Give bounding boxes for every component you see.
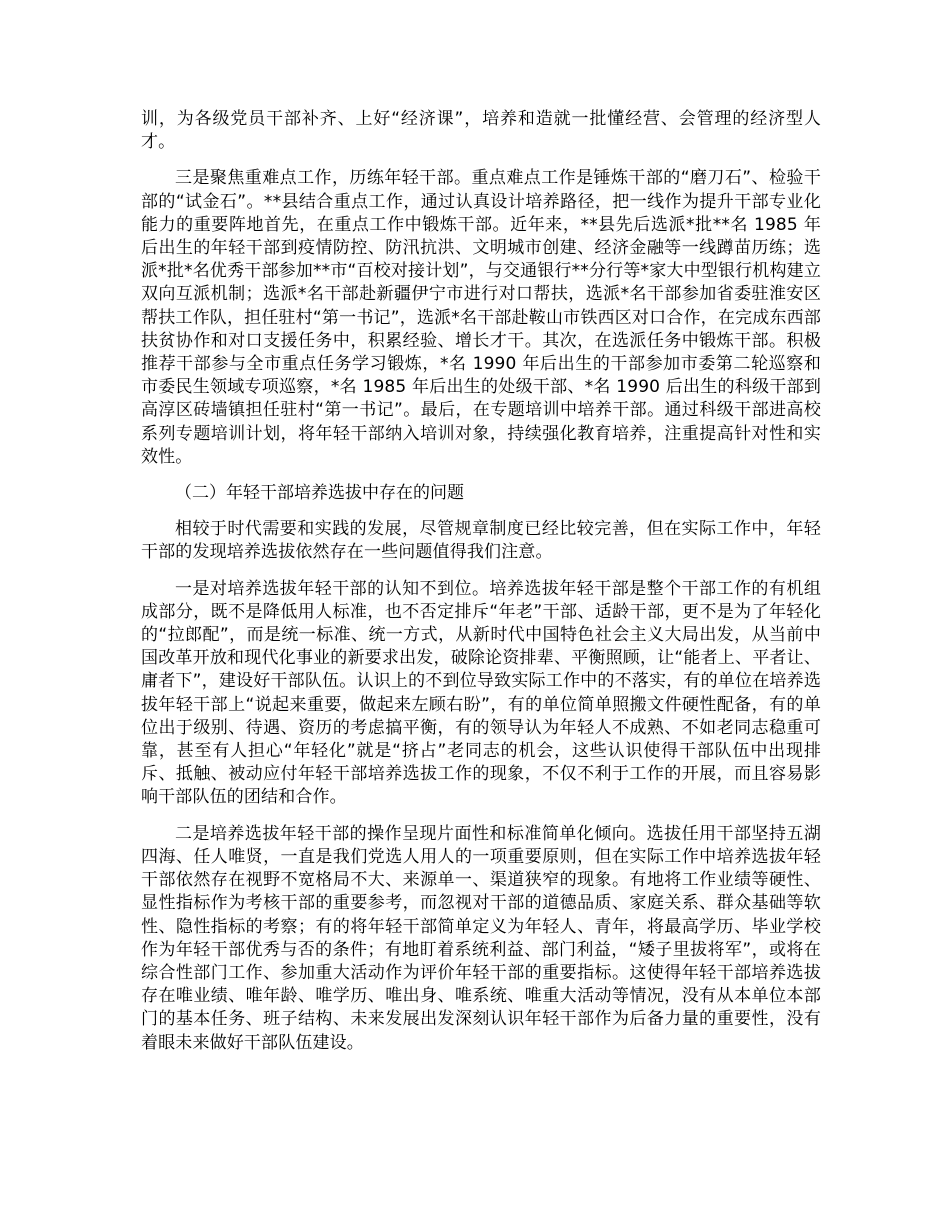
paragraph-key-difficult-work: 三是聚焦重难点工作，历练年轻干部。重点难点工作是锤炼干部的“磨刀石”、检验干部的“试金石”。**县结合重点工作，通过认真设计培养路径，把一线作为提升干部专业化能力的重要阵地首先，在重点工作中锻炼干部。近年来，**县先后选派*批**名 1985 年后出生的年轻干部到疫情防控、防汛抗洪、文明城市创建、经济金融等一线蹲苗历练；选派*批*名优秀干部参加**市“百校对接计划”，与交通银行**分行等*家大中型银行机构建立双向互派机制；选派*名干部赴新疆伊宁市进行对口帮扶，选派*名干部参加省委驻淮安区帮扶工作队，担任驻村“第一书记”，选派*名干部赴鞍山市铁西区对口合作，在完成东西部扶贫协作和对口支援任务中，积累经验、增长才干。其次，在选派任务中锻炼干部。积极推荐干部参与全市重点任务学习锻炼，*名 1990 年后出生的干部参加市委第二轮巡察和市委民生领域专项巡察，*名 1985 年后出生的处级干部、*名 1990 后出生的科级干部到高淳区砖墙镇担任驻村“第一书记”。最后，在专题培训中培养干部。通过科级干部进高校系列专题培训计划，将年轻干部纳入培训对象，持续强化教育培养，注重提高针对性和实效性。: [141, 168, 821, 467]
paragraph-continuation: 训，为各级党员干部补齐、上好“经济课”，培养和造就一批懂经营、会管理的经济型人才。: [141, 109, 821, 153]
paragraph-cognition-problem: 一是对培养选拔年轻干部的认知不到位。培养选拔年轻干部是整个干部工作的有机组成部分，既不是降低用人标准，也不否定排斥“年老”干部、适龄干部，更不是为了年轻化的“拉郎配”，而是统一标准、统一方式，从新时代中国特色社会主义大局出发，从当前中国改革开放和现代化事业的新要求出发，破除论资排辈、平衡照顾，让“能者上、平者让、庸者下”，建设好干部队伍。认识上的不到位导致实际工作中的不落实，有的单位在培养选拔年轻干部上“说起来重要，做起来左顾右盼”，有的单位简单照搬文件硬性配备，有的单位出于级别、待遇、资历的考虑搞平衡，有的领导认为年轻人不成熟、不如老同志稳重可靠，甚至有人担心“年轻化”就是“挤占”老同志的机会，这些认识使得干部队伍中出现排斥、抵触、被动应付年轻干部培养选拔工作的现象，不仅不利于工作的开展，而且容易影响干部队伍的团结和合作。: [141, 578, 821, 808]
document-page: [141, 108, 821, 1068]
paragraph-problems-intro: 相较于时代需要和实践的发展，尽管规章制度已经比较完善，但在实际工作中，年轻干部的发现培养选拔依然存在一些问题值得我们注意。: [141, 519, 821, 563]
section-heading-problems: （二）年轻干部培养选拔中存在的问题: [175, 483, 464, 504]
paragraph-one-sided-standards: 二是培养选拔年轻干部的操作呈现片面性和标准简单化倾向。选拔任用干部坚持五湖四海、任人唯贤，一直是我们党选人用人的一项重要原则，但在实际工作中培养选拔年轻干部依然存在视野不宽格局不大、来源单一、渠道狭窄的现象。有地将工作业绩等硬性、显性指标作为考核干部的重要参考，而忽视对干部的道德品质、家庭关系、群众基础等软性、隐性指标的考察；有的将年轻干部简单定义为年轻人、青年，将最高学历、毕业学校作为年轻干部优秀与否的条件；有地盯着系统利益、部门利益，“矮子里拔将军”，或将在综合性部门工作、参加重大活动作为评价年轻干部的重要指标。这使得年轻干部培养选拔存在唯业绩、唯年龄、唯学历、唯出身、唯系统、唯重大活动等情况，没有从本单位本部门的基本任务、班子结构、未来发展出发深刻认识年轻干部作为后备力量的重要性，没有着眼未来做好干部队伍建设。: [141, 823, 821, 1053]
